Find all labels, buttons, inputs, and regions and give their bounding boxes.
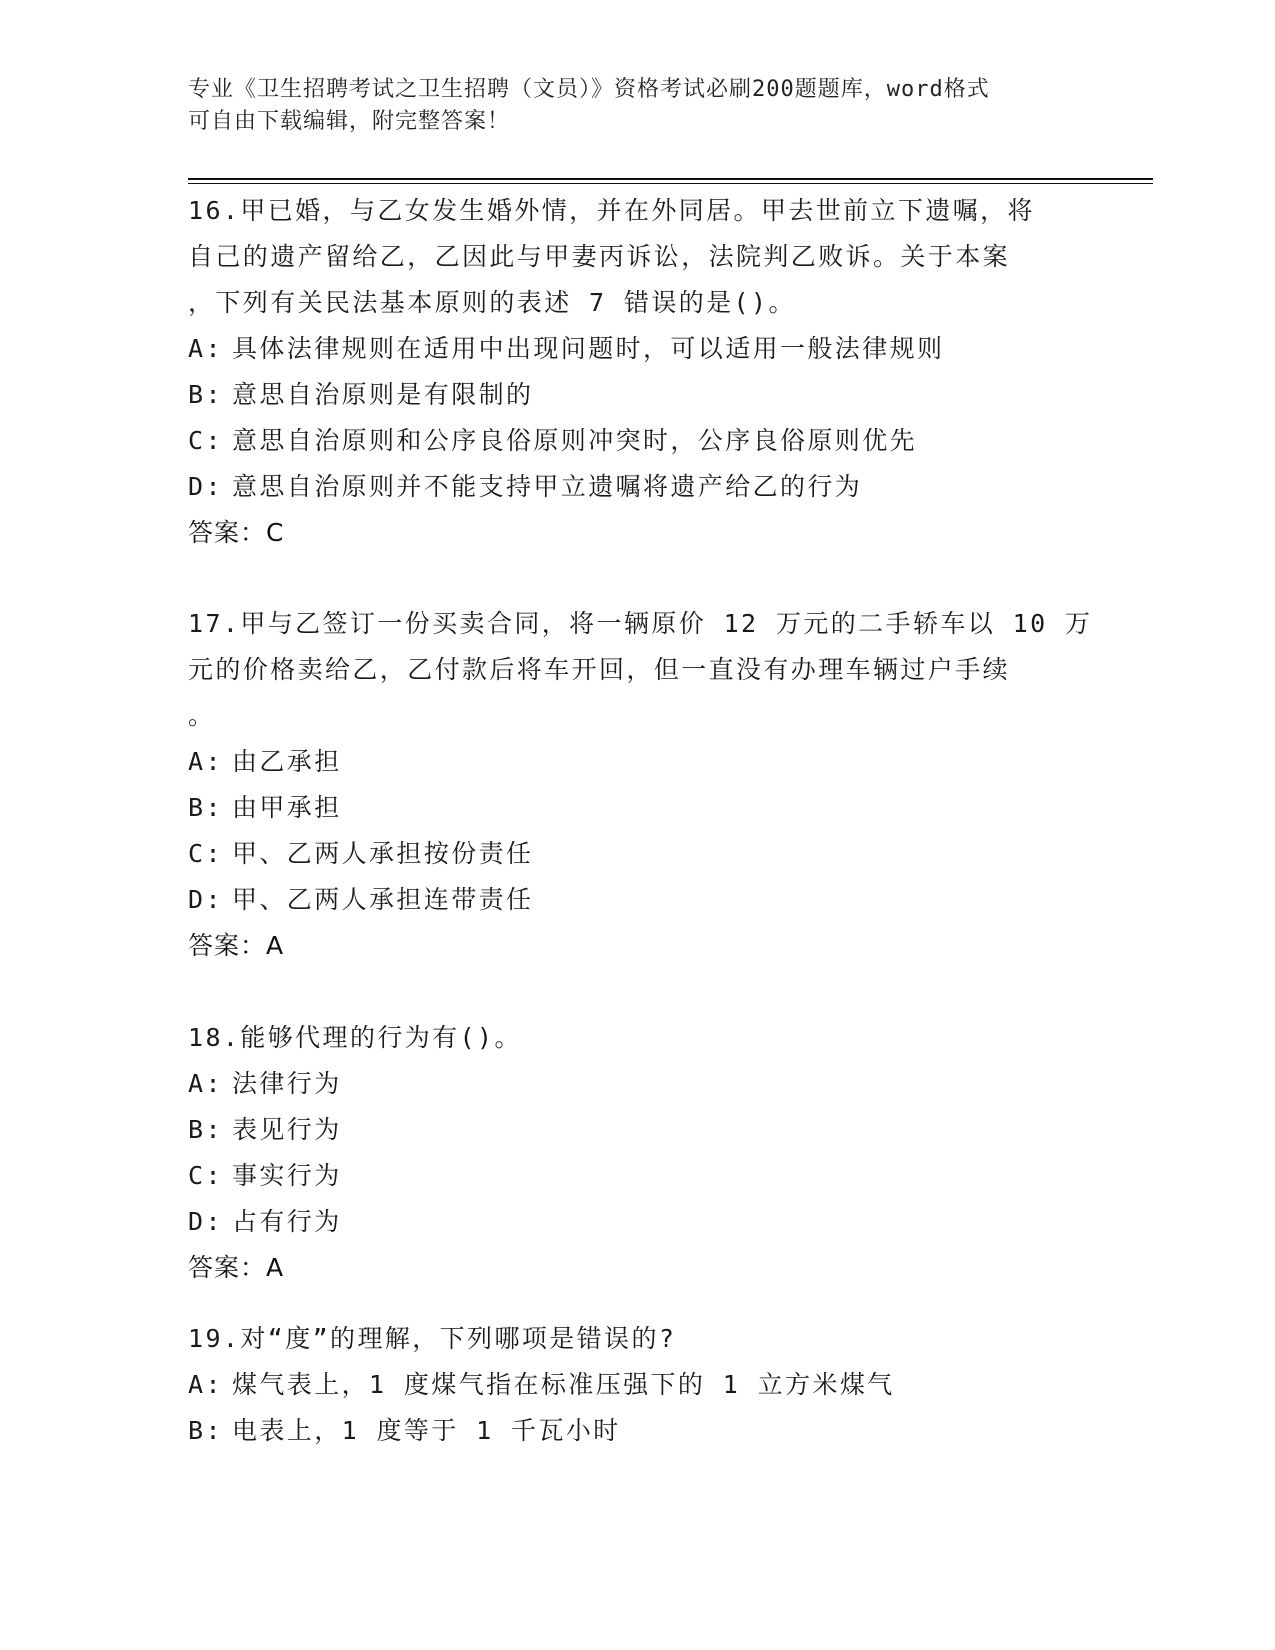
option-c (188, 831, 1088, 877)
option-text: 由乙承担 (232, 747, 342, 776)
option-text: 具体法律规则在适用中出现问题时，可以适用一般法律规则 (232, 334, 945, 363)
option-c (188, 418, 1088, 464)
option-text: 煤气表上，1 度煤气指在标准压强下的 1 立方米煤气 (232, 1370, 895, 1399)
option-a (188, 739, 1088, 785)
option-d (188, 877, 1088, 923)
answer-label: 答案：A (188, 931, 285, 960)
option-text: 意思自治原则是有限制的 (232, 380, 534, 409)
option-c (188, 1153, 1088, 1199)
question-stem-line: 自己的遗产留给乙，乙因此与甲妻丙诉讼，法院判乙败诉。关于本案 (188, 242, 1011, 271)
document-header (188, 74, 1068, 138)
option-text: 法律行为 (232, 1069, 342, 1098)
option-key: C: (188, 839, 223, 868)
option-d (188, 464, 1088, 510)
option-text: 由甲承担 (232, 793, 342, 822)
option-key: A: (188, 334, 223, 363)
option-key: B: (188, 793, 223, 822)
question-stem-line: 16.甲已婚，与乙女发生婚外情，并在外同居。甲去世前立下遗嘱，将 (188, 196, 1035, 225)
question-stem-line: 19.对“度”的理解，下列哪项是错误的? (188, 1324, 677, 1353)
option-key: A: (188, 747, 223, 776)
option-text: 意思自治原则和公序良俗原则冲突时，公序良俗原则优先 (232, 426, 918, 455)
option-b (188, 1107, 1088, 1153)
option-text: 事实行为 (232, 1161, 342, 1190)
question-18 (188, 1015, 1088, 1291)
question-stem-line: 元的价格卖给乙，乙付款后将车开回，但一直没有办理车辆过户手续 (188, 655, 1011, 684)
option-key: B: (188, 380, 223, 409)
option-key: D: (188, 1207, 223, 1236)
question-17 (188, 601, 1093, 969)
option-b (188, 372, 1088, 418)
option-d (188, 1199, 1088, 1245)
question-stem-line: ，下列有关民法基本原则的表述 7 错误的是()。 (188, 288, 796, 317)
question-16 (188, 188, 1088, 556)
option-b (188, 785, 1088, 831)
option-key: A: (188, 1069, 223, 1098)
header-divider (188, 178, 1153, 184)
option-a (188, 1362, 1088, 1408)
answer-label: 答案：A (188, 1253, 285, 1282)
option-a (188, 1061, 1088, 1107)
question-stem-line: 。 (188, 701, 216, 730)
option-text: 甲、乙两人承担连带责任 (232, 885, 534, 914)
option-text: 意思自治原则并不能支持甲立遗嘱将遗产给乙的行为 (232, 472, 863, 501)
option-key: D: (188, 472, 223, 501)
question-stem-line: 17.甲与乙签订一份买卖合同，将一辆原价 12 万元的二手轿车以 10 万 (188, 609, 1093, 638)
header-title-line-1: 专业《卫生招聘考试之卫生招聘（文员）》资格考试必刷200题题库，word格式 (188, 77, 990, 102)
option-text: 甲、乙两人承担按份责任 (232, 839, 534, 868)
question-19 (188, 1316, 1088, 1454)
option-key: B: (188, 1115, 223, 1144)
question-stem-line: 18.能够代理的行为有()。 (188, 1023, 522, 1052)
option-key: A: (188, 1370, 223, 1399)
option-key: B: (188, 1416, 223, 1445)
option-key: C: (188, 426, 223, 455)
option-key: D: (188, 885, 223, 914)
answer-label: 答案：C (188, 518, 285, 547)
option-text: 表见行为 (232, 1115, 342, 1144)
option-text: 占有行为 (232, 1207, 342, 1236)
option-b (188, 1408, 1088, 1454)
header-title-line-2: 可自由下载编辑，附完整答案！ (188, 109, 511, 134)
option-key: C: (188, 1161, 223, 1190)
option-text: 电表上，1 度等于 1 千瓦小时 (232, 1416, 621, 1445)
option-a (188, 326, 1088, 372)
